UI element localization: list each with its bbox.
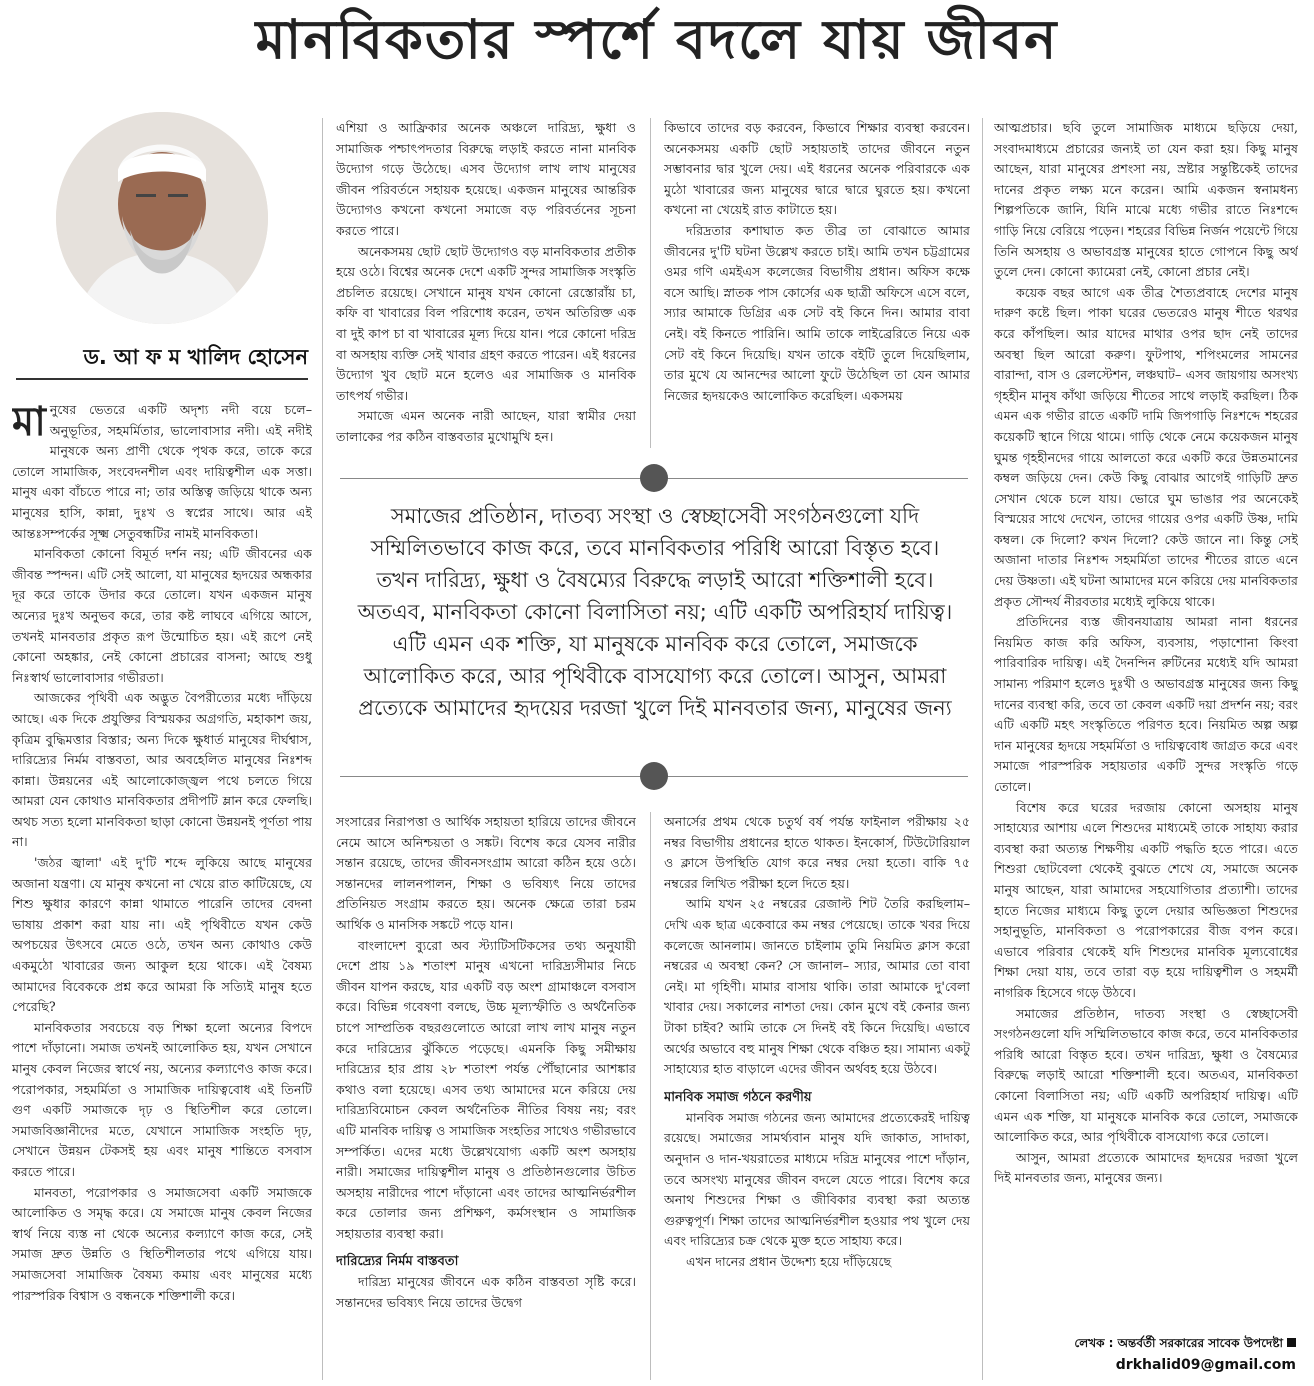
paragraph: আসুন, আমরা প্রত্যেকে আমাদের হৃদয়ের দরজা খুলে দিই মানবতার জন্য, মানুষের জন্য। [994,1149,1298,1186]
column-divider [982,118,983,1380]
pullquote-dot-bottom [640,762,668,790]
paragraph: কিভাবে তাদের বড় করবেন, কিভাবে শিক্ষার ব্যবস্থা করবেন। অনেকসময় একটি ছোট সহায়তাই তাদের জীবনে নতুন সম্ভাবনার দ্বার খুলে দেয়। এই ধরনের অনেক পরিবারকে এক মুঠো খাবারের জন্য মানুষের দ্বারে দ্বারে ঘুরতে হয়। কখনো কখনো না খেয়েই রাত কাটাতে হয়। [664,120,970,218]
paragraph: মানবিকতার সবচেয়ে বড় শিক্ষা হলো অন্যের বিপদে পাশে দাঁড়ানো। সমাজ তখনই আলোকিত হয়, যখন সেখানে মানুষ কেবল নিজের স্বার্থে নয়, অন্যের কল্যাণেও কাজ করে। পরোপকার, সহমর্মিতা ও সামাজিক দায়িত্ববোধ এই তিনটি গুণ একটি সমাজকে দৃঢ় ও স্থিতিশীল করে তোলে। সমাজবিজ্ঞানীদের মতে, যেখানে সামাজিক সংহতি দৃঢ়, সেখানে উন্নয়ন টেকসই হয় এবং মানুষ শান্তিতে বসবাস করতে পারে। [12,1019,312,1179]
paragraph-text: নুষের ভেতরে একটি অদৃশ্য নদী বয়ে চলে– অনুভূতির, সহমর্মিতার, ভালোবাসার নদী। এই নদীই মানুষকে অন্য প্রাণী থেকে পৃথক করে, তাকে করে তোলে সামাজিক, সংবেদনশীল এবং দায়িত্বশীল এক সত্তা। মানুষ একা বাঁচতে পারে না; তার অস্তিত্ব জড়িয়ে থাকে অন্য মানুষের হাসি, কান্না, দুঃখ ও স্বপ্নের সাথে। আর এই আন্তঃসম্পর্কের সূক্ষ্ম সেতুবন্ধটির নামই মানবিকতা। [12,402,312,541]
author-byline: ড. আ ফ ম খালিদ হোসেন [83,345,308,369]
pull-quote: সমাজের প্রতিষ্ঠান, দাতব্য সংস্থা ও স্বেচ্ছাসেবী সংগঠনগুলো যদি সম্মিলিতভাবে কাজ করে, তবে মানবিকতার পরিধি আরো বিস্তৃত হবে। তখন দারিদ্র্য, ক্ষুধা ও বৈষম্যের বিরুদ্ধে লড়াই আরো শক্তিশালী হবে। অতএব, মানবিকতা কোনো বিলাসিতা নয়; এটি একটি অপরিহার্য দায়িত্ব। এটি এমন এক শক্তি, যা মানুষকে মানবিক করে তোলে, সমাজকে আলোকিত করে, আর পৃথিবীকে বাসযোগ্য করে তোলে। আসুন, আমরা প্রত্যেকে আমাদের হৃদয়ের দরজা খুলে দিই মানবতার জন্য, মানুষের জন্য [357,504,953,720]
section-heading: দারিদ্র্যের নির্মম বাস্তবতা [336,1254,459,1270]
paragraph: মানবতা, পরোপকার ও সমাজসেবা একটি সমাজকে আলোকিত ও সমৃদ্ধ করে। যে সমাজে মানুষ কেবল নিজের স্বার্থ নিয়ে ব্যস্ত না থেকে অন্যের কল্যাণে কাজ করে, সেই সমাজ দ্রুত উন্নতি ও স্থিতিশীলতার পথে এগিয়ে যায়। সমাজসেবা সামাজিক বৈষম্য কমায় এবং মানুষের মধ্যে পারস্পরিক বিশ্বাস ও বন্ধনকে শক্তিশালী করে। [12,1184,312,1303]
section-heading: মানবিক সমাজ গঠনে করণীয় [664,1089,812,1105]
column-2-top [336,118,636,448]
end-mark-icon [1287,1338,1296,1347]
paragraph: দরিদ্রতার কশাঘাত কত তীব্র তা বোঝাতে আমার জীবনের দু'টি ঘটনা উল্লেখ করতে চাই। আমি তখন চট্টগ্রামের ওমর গণি এমইএস কলেজের বিভাগীয় প্রধান। অফিস কক্ষে বসে আছি। স্নাতক পাস কোর্সের এক ছাত্রী অফিসে এসে বলে, স্যার আমাকে ডিগ্রির এক সেট বই কিনে দিন। আমার বাবা নেই। বই কিনতে পারিনি। আমি তাকে লাইব্রেরিতে নিয়ে এক সেট বই কিনে দিয়েছি। যখন তাকে বইটি তুলে দিয়েছিলাম, তার মুখে যে আনন্দের আলো ফুটে উঠেছিল তা যেন আমার নিজের হৃদয়কেও আলোকিত করেছিল। একসময় [664,222,970,403]
column-3-top [664,118,970,448]
paragraph: কয়েক বছর আগে এক তীব্র শৈত্যপ্রবাহে দেশের মানুষ দারুণ কষ্টে ছিল। পাকা ঘরের ভেতরেও মানুষ শীতে থরথর করে কাঁপছিল। আর যাদের মাথার ওপর ছাদ নেই তাদের অবস্থা ছিল আরো করুণ। ফুটপাথ, শপিংমলের সামনের বারান্দা, বাস ও রেলস্টেশন, লঞ্চঘাট– এসব জায়গায় অসংখ্য গৃহহীন মানুষ কাঁথা জড়িয়ে শীতের সাথে লড়াই করছিল। ঠিক এমন এক গভীর রাতে একটি দামি জিপগাড়ি নিঃশব্দে শহরের কয়েকটি স্থানে গিয়ে থামে। গাড়ি থেকে নেমে কয়েকজন মানুষ ঘুমন্ত গৃহহীনদের গায়ে আলতো করে একটি করে উন্নতমানের কম্বল জড়িয়ে দেন। কেউ কিছু বোঝার আগেই গাড়িটি দ্রুত সেখান থেকে চলে যায়। ভোরে ঘুম ভাঙার পর অনেকেই বিস্ময়ের সাথে দেখেন, তাদের গায়ের ওপর একটি উষ্ণ, দামি কম্বল। কে দিলো? কখন দিলো? কেউ জানে না। কিন্তু সেই অজানা দাতার নিঃশব্দ সহমর্মিতা তাদের শীতের রাতে এনে দেয় উষ্ণতা। এই ঘটনা আমাদের মনে করিয়ে দেয় মানবিকতার প্রকৃত সৌন্দর্য নীরবতার মধ্যেই লুকিয়ে থাকে। [994,284,1298,609]
author-email[interactable]: drkhalid09@gmail.com [1115,1357,1296,1373]
paragraph: মানবিক সমাজ গঠনের জন্য আমাদের প্রত্যেকেরই দায়িত্ব রয়েছে। সমাজের সামর্থ্যবান মানুষ যদি জাকাত, সাদাকা, অনুদান ও দান-খয়রাতের মাধ্যমে দরিদ্র মানুষের পাশে দাঁড়ান, তবে অসংখ্য মানুষের জীবন বদলে যেতে পারে। বিশেষ করে অনাথ শিশুদের শিক্ষা ও জীবিকার ব্যবস্থা করা অত্যন্ত গুরুত্বপূর্ণ। শিক্ষা তাদের আত্মনির্ভরশীল হওয়ার পথ খুলে দেয় এবং দারিদ্র্যের চক্র থেকে মুক্ত হতে সাহায্য করে। [664,1109,970,1249]
author-credit [990,1335,1296,1355]
headline: মানবিকতার স্পর্শে বদলে যায় জীবন [255,8,1059,71]
paragraph: এখন দানের প্রধান উদ্দেশ্য হয়ে দাঁড়িয়েছে [686,1253,892,1269]
paragraph: সমাজে এমন অনেক নারী আছেন, যারা স্বামীর দেয়া তালাকের পর কঠিন বাস্তবতার মুখোমুখি হন। [336,408,636,444]
pullquote-dot-top [640,464,668,492]
column-divider [650,812,651,1380]
author-credit-text: লেখক : অন্তর্বর্তী সরকারের সাবেক উপদেষ্টা [1074,1336,1283,1350]
column-2-bottom [336,812,636,1380]
column-1 [12,400,312,1380]
author-photo [56,112,268,324]
paragraph: আজকের পৃথিবী এক অদ্ভুত বৈপরীত্যের মধ্যে দাঁড়িয়ে আছে। এক দিকে প্রযুক্তির বিস্ময়কর অগ্রগতি, মহাকাশ জয়, কৃত্রিম বুদ্ধিমত্তার বিস্তার; অন্য দিকে ক্ষুধার্ত মানুষের দীর্ঘশ্বাস, দারিদ্র্যের নির্মম বাস্তবতা, আর অবহেলিত মানুষের নিঃশব্দ কান্না। উন্নয়নের এই আলোকোজ্জ্বল পথে চলতে গিয়ে আমরা যেন কোথাও মানবিকতার প্রদীপটি ম্লান করে ফেলছি। অথচ সত্য হলো মানবিকতা ছাড়া কোনো উন্নয়নই পূর্ণতা পায় না। [12,690,312,850]
paragraph: এশিয়া ও আফ্রিকার অনেক অঞ্চলে দারিদ্র্য, ক্ষুধা ও সামাজিক পশ্চাৎপদতার বিরুদ্ধে লড়াই করতে নানা মানবিক উদ্যোগ গড়ে উঠেছে। এসব উদ্যোগ লাখ লাখ মানুষের জীবন পরিবর্তনে সহায়ক হয়েছে। একজন মানুষের আন্তরিক উদ্যোগও কখনো কখনো সমাজে বড় পরিবর্তনের সূচনা করতে পারে। [336,120,636,238]
column-divider [650,118,651,448]
paragraph: অনার্সের প্রথম থেকে চতুর্থ বর্ষ পর্যন্ত ফাইনাল পরীক্ষায় ২৫ নম্বর বিভাগীয় প্রধানের হাতে থাকত। ইনকোর্স, টিউটোরিয়াল ও ক্লাসে উপস্থিতি যোগ করে নম্বর দেয়া হতো। বাকি ৭৫ নম্বরের লিখিত পরীক্ষা হলে দিতে হয়। [664,814,970,891]
paragraph: আত্মপ্রচার। ছবি তুলে সামাজিক মাধ্যমে ছড়িয়ে দেয়া, সংবাদমাধ্যমে প্রচারের জন্যই তা যেন করা হয়। কিছু মানুষ আছেন, যারা মানুষের প্রশংসা নয়, স্রষ্টার সন্তুষ্টিকেই তাদের দানের প্রকৃত লক্ষ্য মনে করেন। আমি একজন স্বনামধন্য শিল্পপতিকে জানি, যিনি মাঝে মধ্যে গভীর রাতে নিঃশব্দে গাড়ি নিয়ে বেরিয়ে পড়েন। শহরের বিভিন্ন নির্জন পয়েন্টে গিয়ে তিনি অসহায় ও অভাবগ্রস্ত মানুষের হাতে গোপনে কিছু অর্থ তুলে দেন। কোনো ক্যামেরা নেই, কোনো প্রচার নেই। [994,120,1298,280]
column-3-bottom [664,812,970,1380]
paragraph: সমাজের প্রতিষ্ঠান, দাতব্য সংস্থা ও স্বেচ্ছাসেবী সংগঠনগুলো যদি সম্মিলিতভাবে কাজ করে, তবে মানবিকতার পরিধি আরো বিস্তৃত হবে। তখন দারিদ্র্য, ক্ষুধা ও বৈষম্যের বিরুদ্ধে লড়াই আরো শক্তিশালী হবে। অতএব, মানবিকতা কোনো বিলাসিতা নয়; এটি একটি অপরিহার্য দায়িত্ব। এটি এমন এক শক্তি, যা মানুষকে মানবিক করে তোলে, সমাজকে আলোকিত করে, আর পৃথিবীকে বাসযোগ্য করে তোলে। [994,1005,1298,1145]
paragraph: দারিদ্র্য মানুষের জীবনে এক কঠিন বাস্তবতা সৃষ্টি করে। সন্তানদের ভবিষ্যৎ নিয়ে তাদের উদ্বেগ [336,1274,636,1311]
paragraph: সংসারের নিরাপত্তা ও আর্থিক সহায়তা হারিয়ে তাদের জীবনে নেমে আসে অনিশ্চয়তা ও সঙ্কট। বিশেষ করে যেসব নারীর সন্তান রয়েছে, তাদের জীবনসংগ্রাম আরো কঠিন হয়ে ওঠে। সন্তানদের লালনপালন, শিক্ষা ও ভবিষ্যৎ নিয়ে তাদের প্রতিনিয়ত সংগ্রাম করতে হয়। অনেক ক্ষেত্রে তারা চরম আর্থিক ও মানসিক সঙ্কটে পড়ে যান। [336,814,636,932]
paragraph: প্রতিদিনের ব্যস্ত জীবনযাত্রায় আমরা নানা ধরনের নিয়মিত কাজ করি অফিস, ব্যবসায়, পড়াশোনা কিংবা পারিবারিক দায়িত্ব। এই দৈনন্দিন রুটিনের মধ্যেই যদি আমরা সামান্য পরিমাণ হলেও দুঃখী ও অভাবগ্রস্ত মানুষের জন্য কিছু দানের ব্যবস্থা করি, তবে তা কেবল একটি দয়া প্রদর্শন নয়; বরং এটি একটি মহৎ সংস্কৃতিতে পরিণত হবে। নিয়মিত অল্প অল্প দান মানুষের হৃদয়ে সহমর্মিতা ও দায়িত্ববোধ জাগ্রত করে এবং সমাজে পারস্পরিক সহায়তার একটি সুন্দর সংস্কৃতি গড়ে তোলে। [994,614,1298,794]
paragraph [12,400,312,544]
paragraph: মানবিকতা কোনো বিমূর্ত দর্শন নয়; এটি জীবনের এক জীবন্ত স্পন্দন। এটি সেই আলো, যা মানুষের হৃদয়ের অন্ধকার দূর করে তাকে উদার করে তোলে। যখন একজন মানুষ অন্যের দুঃখ অনুভব করে, তার কষ্ট লাঘবে এগিয়ে আসে, তখনই মানবতার প্রকৃত রূপ উন্মোচিত হয়। এই রূপে নেই কোনো অহঙ্কার, নেই কোনো প্রচারের বাসনা; আছে শুধু নিঃস্বার্থ ভালোবাসার গভীরতা। [12,546,312,685]
column-divider [322,118,323,1380]
paragraph: আমি যখন ২৫ নম্বরের রেজাল্ট শিট তৈরি করছিলাম– দেখি এক ছাত্র একেবারে কম নম্বর পেয়েছে। তাকে খবর দিয়ে কলেজে আনলাম। জানতে চাইলাম তুমি নিয়মিত ক্লাস করো নম্বরের এ অবস্থা কেন? সে জানাল– স্যার, আমার তো বাবা নেই। মা গৃহিণী। মামার বাসায় থাকি। তারা আমাকে দু'বেলা খাবার দেয়। সকালের নাশতা দেয়। কোন মুখে বই কেনার জন্য টাকা চাইব? আমি তাকে সে দিনই বই কিনে দিয়েছি। এভাবে অর্থের অভাবে বহু মানুষ শিক্ষা থেকে বঞ্চিত হয়। সামান্য একটু সাহায্যের হাত বাড়ালে এদের জীবন অর্থবহ হয়ে উঠবে। [664,896,970,1077]
byline-rule [16,378,308,380]
paragraph: অনেকসময় ছোট ছোট উদ্যোগও বড় মানবিকতার প্রতীক হয়ে ওঠে। বিশ্বের অনেক দেশে একটি সুন্দর সামাজিক সংস্কৃতি প্রচলিত রয়েছে। সেখানে মানুষ যখন কোনো রেস্তোরাঁয় চা, কফি বা খাবারের বিল পরিশোধ করেন, তখন অতিরিক্ত এক বা দুই কাপ চা বা খাবারের মূল্য দিয়ে যান। পরে কোনো দরিদ্র বা অসহায় ব্যক্তি সেই খাবার গ্রহণ করতে পারেন। এই ধরনের উদ্যোগ খুব ছোট মনে হলেও এর সামাজিক ও মানবিক তাৎপর্য গভীর। [336,243,636,403]
paragraph: বিশেষ করে ঘরের দরজায় কোনো অসহায় মানুষ সাহায্যের আশায় এলে শিশুদের মাধ্যমেই তাকে সাহায্য করার ব্যবস্থা করা অত্যন্ত শিক্ষণীয় একটি পদ্ধতি হতে পারে। এতে শিশুরা ছোটবেলা থেকেই বুঝতে শেখে যে, সমাজে অনেক মানুষ আছেন, যারা আমাদের সহযোগিতার প্রত্যাশী। তাদের হাতে নিজের মাধ্যমে কিছু তুলে দেয়ার অভিজ্ঞতা শিশুদের সহানুভূতি, মানবিকতা ও পরোপকারের বীজ বপন করে। এভাবে পরিবার থেকেই যদি শিশুদের মানবিক মূল্যবোধের শিক্ষা দেয়া যায়, তবে তারা বড় হয়ে দায়িত্বশীল ও সহমর্মী নাগরিক হিসেবে গড়ে উঠবে। [994,799,1298,1000]
column-4 [994,118,1298,1332]
paragraph: 'জঠর জ্বালা' এই দু'টি শব্দে লুকিয়ে আছে মানুষের অজানা যন্ত্রণা। যে মানুষ কখনো না খেয়ে রাত কাটিয়েছে, যে শিশু ক্ষুধার কারণে কান্না থামাতে পারেনি তাদের বেদনা ভাষায় প্রকাশ করা যায় না। এই পৃথিবীতে যখন কেউ অপচয়ের উৎসবে মেতে ওঠে, তখন অন্য কোথাও কেউ একমুঠো খাবারের জন্য আকুল হয়ে থাকে। এই বৈষম্য আমাদের বিবেককে প্রশ্ন করে আমরা কি সত্যিই মানুষ হতে পেরেছি? [12,855,312,1015]
author-portrait-icon [56,112,268,324]
dropcap: মা [12,400,46,445]
paragraph: বাংলাদেশ ব্যুরো অব স্ট্যাটিসটিকসের তথ্য অনুযায়ী দেশে প্রায় ১৯ শতাংশ মানুষ এখনো দারিদ্র্যসীমার নিচে জীবন যাপন করছে, যার একটি বড় অংশ গ্রামাঞ্চলে বসবাস করে। বিভিন্ন গবেষণা বলছে, উচ্চ মূল্যস্ফীতি ও অর্থনৈতিক চাপে সাম্প্রতিক বছরগুলোতে আরো লাখ লাখ মানুষ নতুন করে দারিদ্র্যের ঝুঁকিতে পড়েছে। এমনকি কিছু সমীক্ষায় দারিদ্র্যের হার প্রায় ২৮ শতাংশ পর্যন্ত পৌঁছানোর আশঙ্কার কথাও বলা হয়েছে। এসব তথ্য আমাদের মনে করিয়ে দেয় দারিদ্র্যবিমোচন কেবল অর্থনৈতিক নীতির বিষয় নয়; বরং এটি মানবিক দায়িত্ব ও সামাজিক সংহতির সাথেও গভীরভাবে সম্পর্কিত। এদের মধ্যে উল্লেখযোগ্য একটি অংশ অসহায় নারী। সমাজের দায়িত্বশীল মানুষ ও প্রতিষ্ঠানগুলোর উচিত অসহায় নারীদের পাশে দাঁড়ানো এবং তাদের আত্মনির্ভরশীল করে তোলার জন্য প্রশিক্ষণ, কর্মসংস্থান ও সামাজিক সহায়তার ব্যবস্থা করা। [336,937,636,1241]
